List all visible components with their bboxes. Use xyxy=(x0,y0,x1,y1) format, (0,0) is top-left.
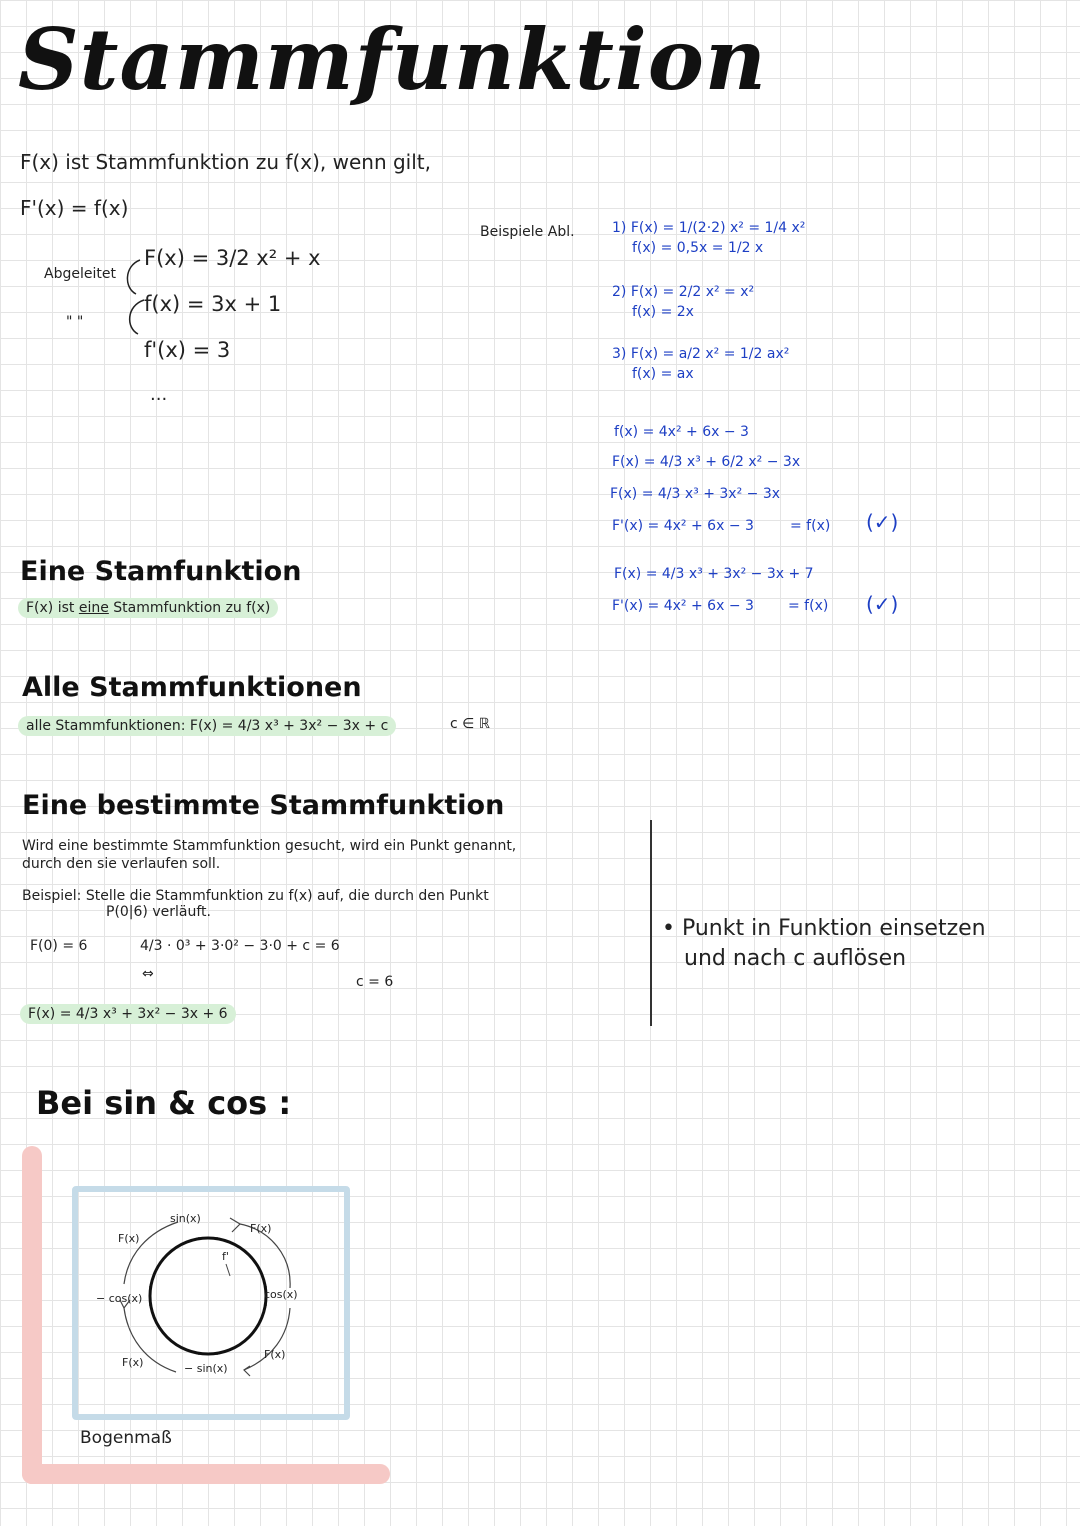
label-F-top-right: F(x) xyxy=(250,1222,272,1235)
label-F-bottom-left: F(x) xyxy=(122,1356,144,1369)
example2-equals-f-2: = f(x) xyxy=(788,598,829,614)
derivation-label: Abgeleitet xyxy=(44,266,116,282)
bestimmte-beispiel-2: P(0|6) verläuft. xyxy=(106,904,211,920)
result-function: F(x) = 4/3 x³ + 3x² − 3x + 6 xyxy=(20,1004,236,1024)
label-cos: cos(x) xyxy=(264,1288,298,1301)
intro-definition: F(x) ist Stammfunktion zu f(x), wenn gilt, xyxy=(20,150,431,174)
c-value: c = 6 xyxy=(356,974,394,990)
caption-bogenmass: Bogenmaß xyxy=(80,1428,172,1448)
example2-Fprime-2: F'(x) = 4x² + 6x − 3 xyxy=(612,598,754,614)
bestimmte-desc-1: Wird eine bestimmte Stammfunktion gesucht, wird ein Punkt genannt, xyxy=(22,838,517,854)
divider-line xyxy=(650,820,652,1026)
eine-word: eine xyxy=(78,600,109,616)
equivalence-arrow: ⇔ xyxy=(142,966,154,982)
heading-bestimmte-stammfunktion: Eine bestimmte Stammfunktion xyxy=(22,790,505,821)
example2-F1: F(x) = 4/3 x³ + 6/2 x² − 3x xyxy=(612,454,801,470)
bestimmte-desc-2: durch den sie verlaufen soll. xyxy=(22,856,221,872)
beispiel-2-F: 2) F(x) = 2/2 x² = x² xyxy=(612,284,755,300)
condition-F0: F(0) = 6 xyxy=(30,938,88,954)
substitution-equation: 4/3 · 0³ + 3·0² − 3·0 + c = 6 xyxy=(140,938,340,954)
label-F-top-left: F(x) xyxy=(118,1232,140,1245)
intro-condition: F'(x) = f(x) xyxy=(20,196,129,220)
frame-pink-vertical xyxy=(22,1146,42,1484)
page-title: Stammfunktion xyxy=(18,10,767,109)
derivation-ditto: " " xyxy=(66,314,84,330)
example2-F2: F(x) = 4/3 x³ + 3x² − 3x xyxy=(610,486,781,502)
eine-rest: Stammfunktion zu f(x) xyxy=(113,600,271,616)
c-domain: c ∈ ℝ xyxy=(450,716,490,732)
beispiel-1-f: f(x) = 0,5x = 1/2 x xyxy=(632,240,764,256)
heading-eine-stammfunktion: Eine Stamfunktion xyxy=(20,556,302,587)
check-mark-1: (✓) xyxy=(866,510,899,534)
unit-circle xyxy=(150,1238,266,1354)
derivation-dots: ... xyxy=(150,384,168,405)
derivation-arrows xyxy=(104,254,148,338)
beispiel-1-F: 1) F(x) = 1/(2·2) x² = 1/4 x² xyxy=(612,220,806,236)
beispiel-2-f: f(x) = 2x xyxy=(632,304,694,320)
example2-f: f(x) = 4x² + 6x − 3 xyxy=(614,424,749,440)
heading-sin-cos: Bei sin & cos : xyxy=(36,1084,292,1122)
label-sin: sin(x) xyxy=(170,1212,201,1225)
beispiel-3-f: f(x) = ax xyxy=(632,366,694,382)
beispiel-3-F: 3) F(x) = a/2 x² = 1/2 ax² xyxy=(612,346,790,362)
alle-stammfunktionen-formula: alle Stammfunktionen: F(x) = 4/3 x³ + 3x² − 3x + c xyxy=(18,716,396,736)
bestimmte-beispiel-1: Beispiel: Stelle die Stammfunktion zu f(x) auf, die durch den Punkt xyxy=(22,888,489,904)
derivation-f: f(x) = 3x + 1 xyxy=(144,292,282,316)
derivation-F: F(x) = 3/2 x² + x xyxy=(144,246,321,270)
label-F-bottom-right: F(x) xyxy=(264,1348,286,1361)
derivation-fprime: f'(x) = 3 xyxy=(144,338,231,362)
label-minus-sin: − sin(x) xyxy=(184,1362,228,1375)
example2-F-plus7: F(x) = 4/3 x³ + 3x² − 3x + 7 xyxy=(614,566,814,582)
check-mark-2: (✓) xyxy=(866,592,899,616)
beispiele-label: Beispiele Abl. xyxy=(480,224,575,240)
note-line-1: • Punkt in Funktion einsetzen xyxy=(662,916,986,941)
eine-stammfunktion-text xyxy=(18,598,278,618)
note-line-2: und nach c auflösen xyxy=(684,946,907,971)
example2-Fprime: F'(x) = 4x² + 6x − 3 xyxy=(612,518,754,534)
frame-pink-horizontal xyxy=(22,1464,390,1484)
eine-prefix: F(x) ist xyxy=(26,600,75,616)
label-minus-cos: − cos(x) xyxy=(96,1292,143,1305)
example2-equals-f: = f(x) xyxy=(790,518,831,534)
heading-alle-stammfunktionen: Alle Stammfunktionen xyxy=(22,672,362,703)
label-fprime: f' xyxy=(222,1250,229,1263)
